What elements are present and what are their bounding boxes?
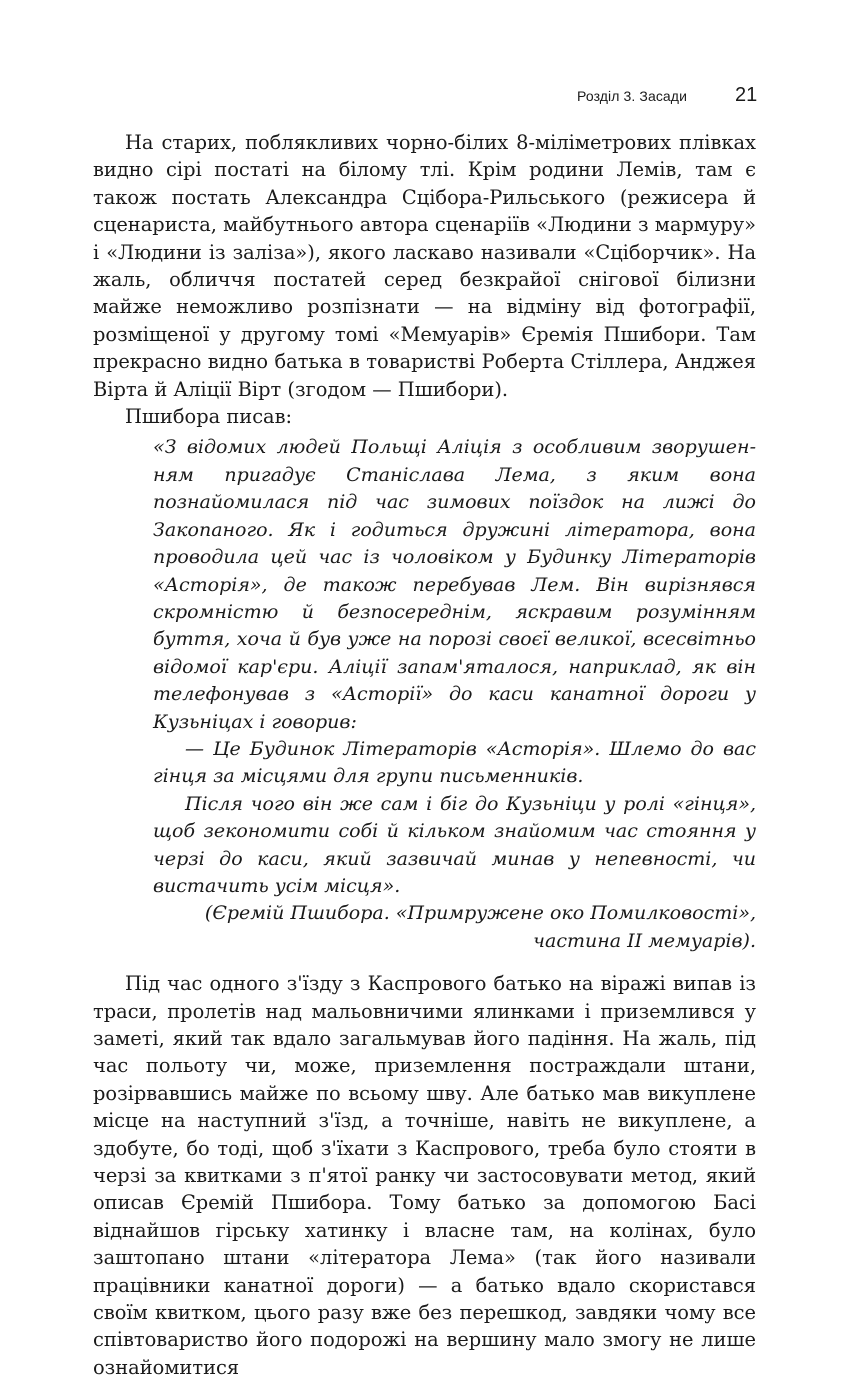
page-header [0, 84, 862, 112]
quote-source-line-1: (Єремій Пшибора. «Примружене око Помилковості», [204, 902, 756, 925]
quote-paragraph-3: Після чого він же сам і біг до Кузьніци у ролі «гінця», щоб зекономити собі й кільком знайомим час стояння у черзі до каси, який зазвичай минав у непевності, чи вистачить усім місця». [153, 792, 756, 897]
block-quote [153, 434, 756, 955]
quote-paragraph-2: — Це Будинок Літераторів «Асторія». Шлемо до вас гінця за місцями для групи письменників. [153, 737, 756, 788]
running-head: Розділ 3. Засади [577, 88, 687, 104]
quote-source-line-2: частина II мемуарів). [533, 929, 756, 952]
paragraph-2: Пшибора писав: [125, 405, 293, 429]
paragraph-3: Під час одного з'їзду з Каспрового батько на віражі випав із траси, пролетів над мальовничими ялинками і приземлився у заметі, який так вдало загальмував його падіння. На жаль, під час польоту чи, може, приземлення постраждали штани, розірвавшись майже по всьому шву. Але батько мав викуплене місце на наступний з'їзд, а точніше, навіть не викуплене, а здобуте, бо тоді, щоб з'їхати з Каспрового, треба було стояти в черзі за квитками з п'ятої ранку чи застосовувати метод, який описав Єремій Пшибора. Тому батько за допомогою Басі віднайшов гірську хатинку і власне там, на колінах, було заштопано штани «літератора Лема» (так його називали працівники канатної дороги) — а батько вдало скористався своїм квитком, цього разу вже без перешкод, завдяки чому все співтовариство його подорожі на вершину мало змогу не лише ознайомитися [93, 972, 756, 1379]
section-gap [93, 955, 756, 970]
paragraph-1: На старих, поблякливих чорно-білих 8-міліметрових плівках видно сірі постаті на білому тлі. Крім родини Лемів, там є також постать Александра Сціборa-Рильського (режисера й сценариста, майбутнього автора сценаріїв «Людини з мармуру» і «Людини із заліза»), якого ласкаво називали «Сціборчик». На жаль, обличчя постатей серед безкрайої снігової білизни майже неможливо розпізнати — на відміну від фотографії, розміщеної у другому томі «Мемуарів» Єремія Пшибори. Там прекрасно видно батька в товаристві Роберта Стіллера, Анджея Вірта й Аліції Вірт (згодом — Пшибори). [93, 131, 756, 401]
page-number: 21 [735, 84, 758, 106]
quote-paragraph-1: «З відомих людей Польщі Аліція з особливим зворушенням пригадує Станіслава Лема, з яким вона познайомилася під час зимових поїздок на лижі до Закопаного. Як і годиться дружині літератора, вона проводила цей час із чоловіком у Будинку Літераторів «Асторія», де також перебував Лем. Він вирізнявся скромністю й безпосереднім, яскравим розумінням буття, хоча й був уже на порозі своєї великої, всесвітньо відомої кар'єри. Аліції запам'яталося, наприклад, як він телефонував з «Асторії» до каси канатної дороги у Кузьніцах і говорив: [153, 436, 756, 733]
body-text [93, 129, 756, 1381]
